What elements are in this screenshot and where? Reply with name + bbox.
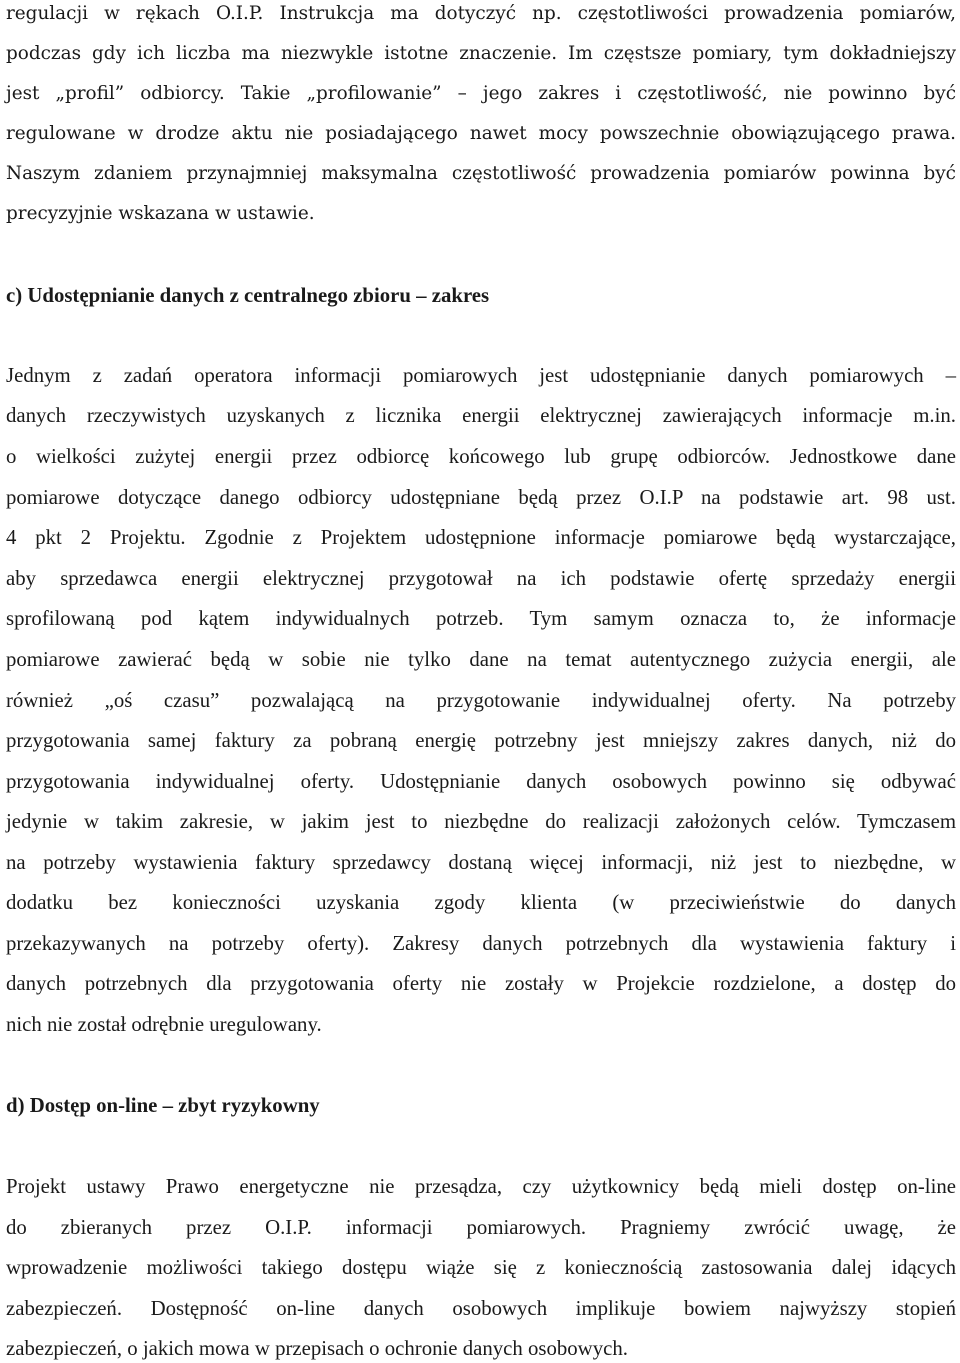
paragraph-line: danych potrzebnych dla przygotowania oferty nie zostały w Projekcie rozdzielone, a dostęp do xyxy=(6,972,956,995)
paragraph-line: przygotowania samej faktury za pobraną energię potrzebny jest mniejszy zakres danych, niż do xyxy=(6,729,956,752)
section-d-heading: d) Dostęp on-line – zbyt ryzykowny xyxy=(6,1094,320,1117)
paragraph-line: danych rzeczywistych uzyskanych z licznika energii elektrycznej zawierających informacje m.in. xyxy=(6,404,956,427)
paragraph-line: precyzyjnie wskazana w ustawie. xyxy=(6,203,315,224)
paragraph-line: sprofilowaną pod kątem indywidualnych potrzeb. Tym samym oznacza to, że informacje xyxy=(6,607,956,630)
paragraph-line: podczas gdy ich liczba ma niezwykle istotne znaczenie. Im częstsze pomiary, tym dokładniejszy xyxy=(6,43,956,64)
paragraph-line: pomiarowe zawierać będą w sobie nie tylko dane na temat autentycznego zużycia energii, ale xyxy=(6,648,956,671)
paragraph-line: zabezpieczeń, o jakich mowa w przepisach o ochronie danych osobowych. xyxy=(6,1337,628,1360)
paragraph-line: na potrzeby wystawienia faktury sprzedawcy dostaną więcej informacji, niż jest to niezbędne, w xyxy=(6,851,956,874)
paragraph-line: zabezpieczeń. Dostępność on-line danych osobowych implikuje bowiem najwyższy stopień xyxy=(6,1297,956,1320)
paragraph-line: regulacji w rękach O.I.P. Instrukcja ma dotyczyć np. częstotliwości prowadzenia pomiarów, xyxy=(6,3,956,24)
paragraph-line: dodatku bez konieczności uzyskania zgody klienta (w przeciwieństwie do danych xyxy=(6,891,956,914)
paragraph-line: przekazywanych na potrzeby oferty). Zakresy danych potrzebnych dla wystawienia faktury i xyxy=(6,932,956,955)
paragraph-line: przygotowania indywidualnej oferty. Udostępnianie danych osobowych powinno się odbywać xyxy=(6,770,956,793)
paragraph-line: jest „profil” odbiorcy. Takie „profilowanie” – jego zakres i częstotliwość, nie powinno być xyxy=(6,83,956,104)
paragraph-line: 4 pkt 2 Projektu. Zgodnie z Projektem udostępnione informacje pomiarowe będą wystarczające, xyxy=(6,526,956,549)
paragraph-line: Projekt ustawy Prawo energetyczne nie przesądza, czy użytkownicy będą mieli dostęp on-line xyxy=(6,1175,956,1198)
paragraph-line: do zbieranych przez O.I.P. informacji pomiarowych. Pragniemy zwrócić uwagę, że xyxy=(6,1216,956,1239)
paragraph-line: również „oś czasu” pozwalającą na przygotowanie indywidualnej oferty. Na potrzeby xyxy=(6,689,956,712)
section-c-heading: c) Udostępnianie danych z centralnego zbioru – zakres xyxy=(6,284,490,307)
paragraph-line: pomiarowe dotyczące danego odbiorcy udostępniane będą przez O.I.P na podstawie art. 98 ust. xyxy=(6,486,956,509)
paragraph-line: aby sprzedawca energii elektrycznej przygotował na ich podstawie ofertę sprzedaży energii xyxy=(6,567,956,590)
paragraph-line: nich nie został odrębnie uregulowany. xyxy=(6,1013,322,1036)
paragraph-line: wprowadzenie możliwości takiego dostępu wiąże się z koniecznością zastosowania dalej idących xyxy=(6,1256,956,1279)
paragraph-line: regulowane w drodze aktu nie posiadającego nawet mocy powszechnie obowiązującego prawa. xyxy=(6,123,956,144)
paragraph-line: Naszym zdaniem przynajmniej maksymalna częstotliwość prowadzenia pomiarów powinna być xyxy=(6,163,956,184)
paragraph-line: jedynie w takim zakresie, w jakim jest to niezbędne do realizacji założonych celów. Tymczasem xyxy=(6,810,956,833)
paragraph-line: o wielkości zużytej energii przez odbiorcę końcowego lub grupę odbiorców. Jednostkowe dane xyxy=(6,445,956,468)
paragraph-line: Jednym z zadań operatora informacji pomiarowych jest udostępnianie danych pomiarowych – xyxy=(6,364,956,387)
